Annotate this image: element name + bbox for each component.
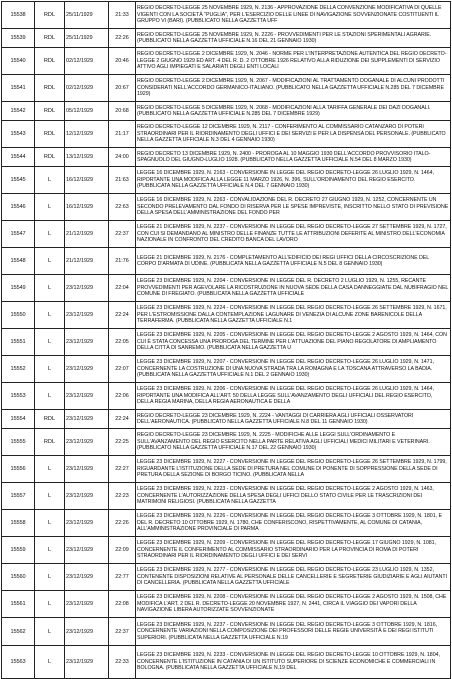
- decree-type-cell: RDL: [35, 48, 65, 75]
- decree-description-text: REGIO DECRETO-LEGGE 23 DICEMBRE 1929, N. 2224 - VANTAGGI DI CARRIERA AGLI UFFICIALI OSSERVATORI DELL'AERONAUTICA. (PUBBLICATO NELLA GAZZETTA UFFICIALE N.8 DEL 11 GENNAIO 1930): [137, 412, 414, 425]
- decree-code-cell: 22:37: [109, 221, 136, 248]
- decree-description-cell: [136, 29, 451, 48]
- decree-code-cell: 22:25: [109, 429, 136, 456]
- decree-number-cell: 15555: [2, 429, 35, 456]
- decree-number-cell: 15544: [2, 148, 35, 167]
- decree-table-body: [2, 2, 451, 679]
- table-row[interactable]: [2, 29, 451, 48]
- decree-number-cell: 15545: [2, 167, 35, 194]
- decree-number-cell: 15560: [2, 564, 35, 591]
- decree-code-cell: 22:63: [109, 194, 136, 221]
- decree-date-cell: 23/12/1929: [65, 302, 109, 329]
- decree-type-cell: L: [35, 483, 65, 510]
- decree-code-cell: 21:17: [109, 121, 136, 148]
- decree-description-text: LEGGE 23 DICEMBRE 1929, N. 2227 - CONVERSIONE IN LEGGE DEL REGIO DECRETO-LEGGE 26 SETTEMBRE 1929, N. 1799, RIGUARDANTE L'ISTITUZIONE DELLA SEDE DI PRETURA NEL COMUNE DI PONENTE DI SOPPRESSIONE DELLA SEDE DI PRETURA DELLA SEZIONE DI BORGO TICINO. (PUBBLICATA NELLA: [137, 459, 447, 479]
- table-row[interactable]: [2, 48, 451, 75]
- table-row[interactable]: [2, 537, 451, 564]
- decree-description-cell: [136, 275, 451, 302]
- decree-description-cell: [136, 510, 451, 537]
- decree-type-cell: L: [35, 248, 65, 275]
- decree-date-cell: 25/11/1929: [65, 29, 109, 48]
- decree-number-cell: 15556: [2, 456, 35, 483]
- decree-type-cell: L: [35, 356, 65, 383]
- table-row[interactable]: [2, 194, 451, 221]
- table-row[interactable]: [2, 221, 451, 248]
- decree-number-cell: 15553: [2, 383, 35, 410]
- decree-number-cell: 15550: [2, 302, 35, 329]
- decree-date-cell: 23/12/1929: [65, 537, 109, 564]
- table-row[interactable]: [2, 410, 451, 429]
- decree-number-cell: 15548: [2, 248, 35, 275]
- table-row[interactable]: [2, 248, 451, 275]
- decree-type-cell: L: [35, 383, 65, 410]
- decree-code-cell: 21:63: [109, 167, 136, 194]
- table-row[interactable]: [2, 483, 451, 510]
- table-row[interactable]: [2, 456, 451, 483]
- table-row[interactable]: [2, 591, 451, 618]
- decree-description-cell: [136, 591, 451, 618]
- decree-description-cell: [136, 75, 451, 102]
- decree-number-cell: 15542: [2, 102, 35, 121]
- decree-code-cell: 22:33: [109, 646, 136, 679]
- decree-number-cell: 15541: [2, 75, 35, 102]
- table-row[interactable]: [2, 75, 451, 102]
- decree-description-text: REGIO DECRETO-LEGGE 2 DICEMBRE 1929, N. 2046 - NORME PER L'INTERPRETAZIONE AUTENTICA DEL REGIO DECRETO-LEGGE 2 GIUGNO 1929 ED ART. 4 DEL R. D. 2 OTTOBRE 1926 RELATIVO ALLA RIDUZIONE DEI SUPPLEMENTI DI SERVIZIO ATTIVO AGLI IMPIEGATI E SALARIATI DEGLI ENTI LOCALI: [137, 51, 447, 71]
- decree-description-cell: [136, 167, 451, 194]
- table-row[interactable]: [2, 429, 451, 456]
- table-row[interactable]: [2, 167, 451, 194]
- decree-number-cell: 15563: [2, 646, 35, 679]
- decree-description-cell: [136, 456, 451, 483]
- decree-description-cell: [136, 148, 451, 167]
- decree-code-cell: 20:68: [109, 102, 136, 121]
- decree-description-text: LEGGE 16 DICEMBRE 1929, N. 2163 - CONVERSIONE IN LEGGE DEL REGIO DECRETO-LEGGE 26 LUGLIO 1929, N. 1464, RIPORTANTE UNA MODIFICA ALLA LEGGE 11 MARZO 1926, N. 396, SULL'ORDINAMENTO DEL REGIO ESERCITO. (PUBBLICATA NELLA GAZZETTA UFFICIALE N.4 DEL 7 GENNAIO 1930): [137, 170, 434, 190]
- decree-number-cell: 15559: [2, 537, 35, 564]
- decree-code-cell: 24:00: [109, 148, 136, 167]
- decree-code-cell: 22:05: [109, 329, 136, 356]
- decree-description-text: LEGGE 23 DICEMBRE 1929, N. 2208 - CONVERSIONE IN LEGGE DEL REGIO DECRETO-LEGGE 2 AGOSTO 1929, N. 1508, CHE MODIFICA L'ART. 2 DEL R. DECRETO-LEGGE 20 NOVEMBRE 1927, N. 2441, CIRCA IL VIAGGIO DEI VAPORI DELLA NAVIGAZIONE LIBERA AUTORIZZATE SOVVENZIONATE: [137, 594, 447, 614]
- decree-number-cell: 15538: [2, 2, 35, 29]
- table-row[interactable]: [2, 275, 451, 302]
- decree-date-cell: 23/12/1929: [65, 510, 109, 537]
- decree-table: [1, 1, 451, 679]
- decree-code-cell: 22:23: [109, 483, 136, 510]
- decree-code-cell: 22:26: [109, 510, 136, 537]
- decree-description-text: REGIO DECRETO-LEGGE 2 DICEMBRE 1929, N. 2067 - MODIFICAZIONI AL TRATTAMENTO DOGANALE DI ALCUNI PRODOTTI CONSIDERATI NELL'ACCORDO GERMANICO-ITALIANO. (PUBBLICATO NELLA GAZZETTA UFFICIALE N.285 DEL 7 DICEMBRE 1929): [137, 78, 445, 98]
- decree-description-text: LEGGE 23 DICEMBRE 1929, N. 2204 - CONVERSIONE IN LEGGE DEL R. DECRETO 2 LUGLIO 1929, N. 1255, RECANTE PROVVEDIMENTI PER AGEVOLARE LA RICOSTRUZIONE IN NUOVA SEDE DELLA CASA DANNEGGIATE DAL NUBIFRAGIO NEL COMUNE DI FREGIATO. (PUBBLICATA NELLA GAZZETTA UFFICIALE: [137, 278, 449, 298]
- decree-number-cell: 15540: [2, 48, 35, 75]
- decree-date-cell: 23/12/1929: [65, 429, 109, 456]
- decree-number-cell: 15557: [2, 483, 35, 510]
- decree-date-cell: 02/12/1929: [65, 75, 109, 102]
- table-row[interactable]: [2, 383, 451, 410]
- decree-description-cell: [136, 121, 451, 148]
- decree-date-cell: 16/12/1929: [65, 167, 109, 194]
- decree-description-text: LEGGE 21 DICEMBRE 1929, N. 2176 - COMPLETAMENTO ALL'EDIFICIO DEI REGI UFFICI DELLA CIRCOSCRIZIONE DEL CORPO D'ARMATA DI UDINE. (PUBBLICATA NELLA GAZZETTA UFFICIALE N.5 DEL 8 GENNAIO 1930): [137, 254, 429, 267]
- table-row[interactable]: [2, 510, 451, 537]
- decree-code-cell: 22:27: [109, 456, 136, 483]
- decree-description-cell: [136, 2, 451, 29]
- decree-date-cell: 23/12/1929: [65, 383, 109, 410]
- decree-number-cell: 15547: [2, 221, 35, 248]
- decree-description-text: LEGGE 23 DICEMBRE 1929, N. 2224 - CONVERSIONE IN LEGGE DEL REGIO DECRETO-LEGGE 26 SETTEMBRE 1929, N. 1671, PER L'ESTROMISSIONE DALLA CONTEMPLAZIONE LAGUNARE DI VENEZIA DI ALCUNE ZONE BARENICOLE DELLA TERRAFERMA. (PUBBLICATA NELLA GAZZETTA UFFICIALE N.1: [137, 305, 447, 325]
- decree-code-cell: 20:67: [109, 75, 136, 102]
- decree-type-cell: RDL: [35, 121, 65, 148]
- decree-date-cell: 23/12/1929: [65, 591, 109, 618]
- decree-description-text: LEGGE 23 DICEMBRE 1929, N. 2233 - CONVERSIONE IN LEGGE DEL REGIO DECRETO-LEGGE 10 OTTOBRE 1929, N. 1804, CONCERNENTE L'ISTITUZIONE IN CATANIA DI UN ISTITUTO SUPERIORE DI SCIENZE ECONOMICHE E COMMERCIALI IN BOLOGNA. (PUBBLICATA NELLA GAZZETTA UFFICIALE N.19 DEL: [137, 652, 440, 672]
- decree-description-text: LEGGE 23 DICEMBRE 1929, N. 2223 - CONVERSIONE IN LEGGE DEL REGIO DECRETO-LEGGE 2 AGOSTO 1929, N. 1463, CONCERNENTE L'AUTORIZZAZIONE DELLA SPESA DEGLI UFFICI DELLO STATO CIVILE PER LE TRASCRIZIONI DEI MATRIMONI RELIGIOSI. (PUBBLICATA NELLA GAZZETTA: [137, 486, 434, 506]
- decree-description-text: LEGGE 23 DICEMBRE 1929, N. 2226 - CONVERSIONE IN LEGGE DEL REGIO DECRETO-LEGGE 3 OTTOBRE 1929, N. 1801, E DEL R. DECRETO 10 OTTOBRE 1929, N. 1780, CHE CONFERISCONO, RISPETTIVAMENTE, AL COMUNE DI CATANIA, ALL'AMMINISTRAZIONE PROVINCIALE DI PARMA: [137, 513, 442, 533]
- decree-type-cell: L: [35, 510, 65, 537]
- decree-description-cell: [136, 194, 451, 221]
- decree-code-cell: 22:06: [109, 383, 136, 410]
- decree-code-cell: 21:33: [109, 2, 136, 29]
- decree-type-cell: L: [35, 302, 65, 329]
- decree-type-cell: RDL: [35, 75, 65, 102]
- decree-description-cell: [136, 48, 451, 75]
- decree-type-cell: RDL: [35, 148, 65, 167]
- decree-date-cell: 12/12/1929: [65, 121, 109, 148]
- decree-code-cell: 22:07: [109, 356, 136, 383]
- decree-description-cell: [136, 221, 451, 248]
- table-row[interactable]: [2, 2, 451, 29]
- decree-date-cell: 23/12/1929: [65, 410, 109, 429]
- decree-code-cell: 22:77: [109, 564, 136, 591]
- decree-code-cell: 22:04: [109, 275, 136, 302]
- decree-type-cell: RDL: [35, 429, 65, 456]
- decree-description-cell: [136, 410, 451, 429]
- decree-description-text: LEGGE 23 DICEMBRE 1929, N. 2205 - CONVERSIONE IN LEGGE DEL REGIO DECRETO-LEGGE 2 AGOSTO 1929, N. 1464, CON CUI È STATA CONCESSA UNA PROROGA DEL TERMINE PER L'ATTUAZIONE DEL PIANO REGOLATORE DI AMPLIAMENTO DELLA CITTÀ DI SANREMO. (PUBBLICATA NELLA GAZZETTA U: [137, 332, 447, 352]
- decree-description-cell: [136, 102, 451, 121]
- table-row[interactable]: [2, 564, 451, 591]
- decree-description-cell: [136, 483, 451, 510]
- table-row[interactable]: [2, 646, 451, 679]
- table-row[interactable]: [2, 618, 451, 646]
- decree-description-cell: [136, 537, 451, 564]
- decree-description-text: LEGGE 21 DICEMBRE 1929, N. 2237 - CONVERSIONE IN LEGGE DEL REGIO DECRETO-LEGGE 27 SETTEMBRE 1929, N. 1727, CON CUI SI DEMANDANO AL MINISTRO DELLE FINANZE TUTTE LE ATTRIBUZIONI DEFERITE AL MINISTRO DELL'ECONOMIA NAZIONALE IN CONFRONTO DEL CREDITO BANCA DEL LAVORO: [137, 224, 447, 244]
- decree-description-cell: [136, 429, 451, 456]
- decree-number-cell: 15549: [2, 275, 35, 302]
- decree-date-cell: 02/12/1929: [65, 48, 109, 75]
- decree-type-cell: RDL: [35, 2, 65, 29]
- decree-type-cell: RDL: [35, 102, 65, 121]
- decree-description-text: REGIO DECRETO-LEGGE 23 DICEMBRE 1929, N. 2225 - MODIFICHE ALLE LEGGI SULL'ORDINAMENTO E SULL'AVANZAMENTO DEL REGIO ESERCITO NELLA PARTE RELATIVA AGLI UFFICIALI MEDICI MILITARI E VETERINARI. (PUBBLICATO NELLA GAZZETTA UFFICIALE N.17 DEL 22 GENNAIO 1930): [137, 432, 430, 452]
- decree-description-cell: [136, 329, 451, 356]
- decree-description-cell: [136, 356, 451, 383]
- decree-code-cell: 22:08: [109, 591, 136, 618]
- decree-description-text: LEGGE 23 DICEMBRE 1929, N. 2209 - CONVERSIONE IN LEGGE DEL REGIO DECRETO-LEGGE 17 GIUGNO 1929, N. 1081, CONCERNENTE IL CONFERIMENTO AL COMMISSARIO STRAORDINARIO PER LA PROVINCIA DI ROMA DI POTERI STRAORDINARI PER IL RIORDINAMENTO DEGLI UFFICI E DEI SERVI: [137, 540, 436, 560]
- decree-date-cell: 23/12/1929: [65, 275, 109, 302]
- decree-type-cell: L: [35, 564, 65, 591]
- decree-date-cell: 21/12/1929: [65, 221, 109, 248]
- decree-date-cell: 23/12/1929: [65, 483, 109, 510]
- decree-date-cell: 23/12/1929: [65, 356, 109, 383]
- decree-number-cell: 15554: [2, 410, 35, 429]
- decree-number-cell: 15539: [2, 29, 35, 48]
- table-row[interactable]: [2, 148, 451, 167]
- decree-code-cell: 22:26: [109, 29, 136, 48]
- decree-date-cell: 05/12/1929: [65, 102, 109, 121]
- decree-date-cell: 23/12/1929: [65, 646, 109, 679]
- decree-number-cell: 15552: [2, 356, 35, 383]
- decree-number-cell: 15551: [2, 329, 35, 356]
- decree-description-cell: [136, 646, 451, 679]
- decree-code-cell: 22:37: [109, 618, 136, 646]
- decree-description-text: REGIO DECRETO 13 DICEMBRE 1929, N. 2400 - PROROGA AL 10 MAGGIO 1930 DELL'ACCORDO PROVVISORIO ITALO-SPAGNUOLO DEL GIUGNO-LUGLIO 1928. (PUBBLICATO NELLA GAZZETTA UFFICIALE N.54 DEL 8 MARZO 1930): [137, 150, 431, 163]
- decree-date-cell: 23/12/1929: [65, 329, 109, 356]
- table-row[interactable]: [2, 302, 451, 329]
- decree-number-cell: 15562: [2, 618, 35, 646]
- decree-description-text: LEGGE 23 DICEMBRE 1929, N. 2277 - CONVERSIONE IN LEGGE DEL REGIO DECRETO-LEGGE 23 LUGLIO 1929, N. 1352, CONTENENTE DISPOSIZIONI RELATIVE AL PERSONALE DELLE CANCELLERIE E SEGRETERIE GIUDIZIARIE E AGLI AIUTANTI DI CANCELLERIA. (PUBBLICATA NELLA GAZZETTA UFFICIALE: [137, 567, 447, 587]
- decree-type-cell: L: [35, 537, 65, 564]
- decree-number-cell: 15561: [2, 591, 35, 618]
- decree-number-cell: 15558: [2, 510, 35, 537]
- table-row[interactable]: [2, 121, 451, 148]
- decree-type-cell: RDL: [35, 29, 65, 48]
- decree-type-cell: RDL: [35, 410, 65, 429]
- decree-description-cell: [136, 564, 451, 591]
- decree-type-cell: L: [35, 275, 65, 302]
- table-row[interactable]: [2, 329, 451, 356]
- decree-description-cell: [136, 302, 451, 329]
- decree-description-cell: [136, 383, 451, 410]
- decree-date-cell: 23/12/1929: [65, 564, 109, 591]
- decree-description-text: REGIO DECRETO-LEGGE 5 DICEMBRE 1929, N. 2068 - MODIFICAZIONI ALLA TARIFFA GENERALE DEI DAZI DOGANALI. (PUBBLICATO NELLA GAZZETTA UFFICIALE N.285 DEL 7 DICEMBRE 1929): [137, 104, 431, 117]
- decree-code-cell: 22:24: [109, 302, 136, 329]
- decree-date-cell: 23/12/1929: [65, 456, 109, 483]
- decree-description-text: LEGGE 23 DICEMBRE 1929, N. 2206 - CONVERSIONE IN LEGGE DEL REGIO DECRETO-LEGGE 26 LUGLIO 1929, N. 1464, RIPORTANTE UNA MODIFICA ALL'ART. 50 DELLA LEGGE SULL'AVANZAMENTO DEGLI UFFICIALI DEL REGIO ESERCITO, DELLA REGIA MARINA, DELLA REGIA AERONAUTICA E DELLA: [137, 386, 434, 406]
- decree-code-cell: 20:46: [109, 48, 136, 75]
- decree-description-text: REGIO DECRETO-LEGGE 25 NOVEMBRE 1929, N. 2136 - APPROVAZIONE DELLA CONVENZIONE MODIFICATIVA DI QUELLE VIGENTI CON LA SOCIETÀ "PUGLIA", PER L'ESERCIZIO DELLE LINEE DI NAVIGAZIONE SOVVENZIONATE COSTITUENTI IL GRUPPO VI (BARI). (PUBBLICATO NELLA GAZZETTA UFF: [137, 5, 442, 25]
- decree-date-cell: 16/12/1929: [65, 194, 109, 221]
- decree-description-cell: [136, 618, 451, 646]
- decree-code-cell: 22:24: [109, 410, 136, 429]
- table-row[interactable]: [2, 356, 451, 383]
- decree-number-cell: 15546: [2, 194, 35, 221]
- table-row[interactable]: [2, 102, 451, 121]
- decree-code-cell: 21:76: [109, 248, 136, 275]
- decree-description-cell: [136, 248, 451, 275]
- decree-type-cell: L: [35, 591, 65, 618]
- decree-type-cell: L: [35, 167, 65, 194]
- decree-description-text: LEGGE 23 DICEMBRE 1929, N. 2237 - CONVERSIONE IN LEGGE DEL REGIO DECRETO-LEGGE 3 OTTOBRE 1929, N. 1816, CONCERNENTE VARIAZIONI NELLA COMPOSIZIONE DEI PROFESSORI DELLE REGIE UNIVERSITÀ E DEI REGI ISTITUTI SUPERIORI. (PUBBLICATA NELLA GAZZETTA UFFICIALE N.19: [137, 621, 438, 641]
- decree-date-cell: 25/11/1929: [65, 2, 109, 29]
- decree-code-cell: 22:09: [109, 537, 136, 564]
- decree-description-text: LEGGE 23 DICEMBRE 1929, N. 2207 - CONVERSIONE IN LEGGE DEL REGIO DECRETO-LEGGE 26 LUGLIO 1929, N. 1471, CONCERNENTE LA COSTRUZIONE DI UNA NUOVA STRADA TRA LA ROMAGNA E LA TOSCANA ATTRAVERSO LA BADIA. (PUBBLICATA NELLA GAZZETTA UFFICIALE N.1 DEL 2 GENNAIO 1930): [137, 359, 434, 379]
- decree-type-cell: L: [35, 646, 65, 679]
- decree-type-cell: L: [35, 618, 65, 646]
- decree-type-cell: L: [35, 194, 65, 221]
- decree-description-text: LEGGE 16 DICEMBRE 1929, N. 2263 - CONVALIDAZIONE DEL R. DECRETO 27 GIUGNO 1929, N. 1252, CONCERNENTE UN SECONDO PRELEVAMENTO DAL FONDO DI RISERVA PER LE SPESE IMPREVISTE, INSCRITTO NELLO STATO DI PREVISIONE DELLA SPESA DELL'AMMINISTRAZIONE DEL FONDO PER: [137, 197, 449, 217]
- decree-date-cell: 21/12/1929: [65, 248, 109, 275]
- decree-type-cell: L: [35, 329, 65, 356]
- decree-description-text: REGIO DECRETO-LEGGE 25 NOVEMBRE 1929, N. 2226 - PROVVEDIMENTI PER LE STAZIONI SPERIMENTALI AGRARIE. (PUBBLICATO NELLA GAZZETTA UFFICIALE N.16 DEL 21 GENNAIO 1930): [137, 31, 432, 44]
- decree-type-cell: L: [35, 221, 65, 248]
- decree-description-text: REGIO DECRETO-LEGGE 12 DICEMBRE 1929, N. 2117 - CONFERIMENTO AL COMMISSARIO CATANZARO DI POTERI STRAORDINARI PER IL RIORDINAMENTO DEGLI UFFICI E DEI SERVIZI E PER LA DISPENSA DEL PERSONALE. (PUBBLICATO NELLA GAZZETTA UFFICIALE N.3 DEL 4 GENNAIO 1930): [137, 124, 446, 144]
- decree-type-cell: L: [35, 456, 65, 483]
- decree-date-cell: 13/12/1929: [65, 148, 109, 167]
- decree-number-cell: 15543: [2, 121, 35, 148]
- decree-date-cell: 23/12/1929: [65, 618, 109, 646]
